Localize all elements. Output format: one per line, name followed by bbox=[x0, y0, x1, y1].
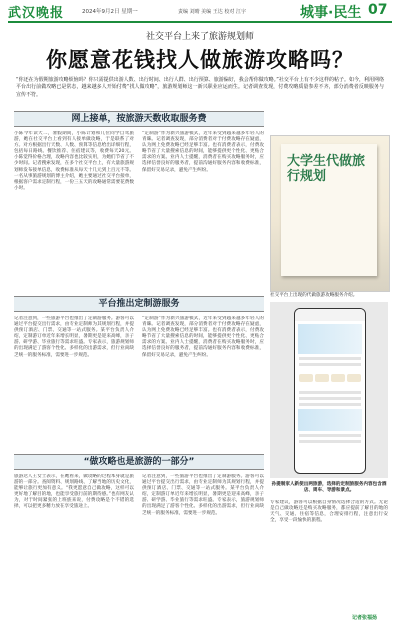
body-column-3: 记者注意到，一些旅游平台也推出了定制游服务。游客可以通过平台提交出行需求，由专业定制师为其规划行程，并提供预订酒店、门票、交通等一站式服务。某平台负责人介绍，定制游订单近年来增长明显，暑期更是迎来高峰，亲子游、研学游、毕业旅行等需求旺盛。专家表示，旅游规划师的出现满足了游客个性化、多样化的出游需求，但行业尚缺乏统一的服务标准，需要进一步规范。 bbox=[14, 316, 134, 358]
phone-chip bbox=[347, 374, 361, 382]
article-headline: 你愿意花钱找人做旅游攻略吗？ bbox=[46, 47, 354, 72]
masthead-rule bbox=[8, 21, 392, 23]
phone-text-line bbox=[299, 397, 361, 400]
phone-text-line bbox=[299, 434, 361, 437]
page-number: 07 bbox=[368, 2, 388, 18]
body-column-2: “定制游”作为新兴旅游模式，近年来受到越来越多年轻人的青睐。记者调查发现，部分消费者对于付费攻略存在疑虑，认为网上免费攻略已经足够丰富。也有消费者表示，付费攻略节省了大量搜索信息的时间，能够提供更个性化、更贴合需求的方案。业内人士提醒，消费者在购买攻略服务时，应选择信誉良好的服务者，提前沟通好服务内容和收费标准，保留好交易记录，避免产生纠纷。 bbox=[142, 131, 264, 173]
subhead-part-of-travel: “做攻略也是旅游的一部分” bbox=[14, 454, 264, 470]
phone-text-line bbox=[299, 440, 361, 443]
phone-banner bbox=[298, 324, 362, 354]
phone-caption: 孙提制家人新使出两旅游，选择的定制旅服务内容包含酒店、周车、导游和景点。 bbox=[271, 482, 387, 493]
body-column-5: 专家建议，游客可以根据自身情况选择合适的方式。无论是自己做攻略还是购买攻略服务，都应提前了解目的地的天气、交通、住宿等信息，合理安排行程，注意出行安全，享受一段愉快的旅程。 bbox=[270, 500, 388, 524]
body-column-1: 小陈今年读大二，暑假期间，小陈计划和几位同学自驾旅游，她在社交平台上看到有人接单做攻略，于是联系了对方。对方根据出行天数、人数、预算等信息给出详细行程，包括每日路线、餐饮推荐、住宿建议等，收费每天20元。小陈觉得价格合理，攻略内容也比较实用，为她们节省了不少时间。记者搜索发现，在多个社交平台上，有大量旅游规划师发布接单信息，收费标准从每天十几元到上百元不等。一名从事旅游规划的博主介绍，她主要通过社交平台接单，根据客户需求定制行程，一份三五天的攻略通常需要花费数小时。 bbox=[14, 131, 134, 191]
phone-text-line bbox=[299, 403, 361, 406]
book-cover bbox=[281, 144, 377, 276]
paper-name: 武汉晚报 bbox=[8, 6, 65, 21]
phone-image-block bbox=[298, 409, 362, 431]
article-lead: “你还在为假期旅游攻略烦恼吗？你只需提供出游人数、出行时间、出行人群、出行预算、旅游偏好，我会帮你做攻略。”社交平台上有不少这样的帖子。如今，利用网络平台出行前做攻略已是常态，越来越多人开始付费“找人做攻略”，旅游规划师这一新兴职业应运而生。记者调查发现，付费攻略质量参差不齐，部分消费者反映服务与宣传不符。 bbox=[16, 77, 384, 98]
phone-chip bbox=[331, 374, 345, 382]
subhead-online-orders: 网上接单，按旅游天数收取服务费 bbox=[14, 111, 264, 127]
book-cover-title: 大学生代做旅行规划 bbox=[287, 154, 366, 184]
phone-frame bbox=[294, 308, 366, 474]
phone-status-bar bbox=[295, 309, 365, 321]
article-kicker: 社交平台上来了旅游规划师 bbox=[145, 32, 254, 42]
phone-text-line bbox=[299, 391, 361, 394]
phone-chip bbox=[315, 374, 329, 382]
book-photo bbox=[270, 135, 390, 292]
phone-chip-row bbox=[295, 369, 365, 388]
section-name: 城事·民生 bbox=[300, 5, 362, 21]
photo-caption: 社交平台上出现的代做旅游攻略服务介绍。 bbox=[270, 293, 358, 298]
body-column-4b: 记者注意到，一些旅游平台也推出了定制游服务。游客可以通过平台提交出行需求，由专业定制师为其规划行程，并提供预订酒店、门票、交通等一站式服务。某平台负责人介绍，定制游订单近年来增长明显，暑期更是迎来高峰，亲子游、研学游、毕业旅行等需求旺盛。专家表示，旅游规划师的出现满足了游客个性化、多样化的出游需求，但行业尚缺乏统一的服务标准，需要进一步规范。 bbox=[142, 474, 264, 516]
issue-date: 2024年9月2日 星期一 bbox=[82, 9, 138, 15]
reporter-signoff: 记者张福扬 bbox=[352, 615, 378, 621]
phone-text-line bbox=[299, 357, 361, 360]
masthead bbox=[0, 0, 400, 22]
body-column-4: 旅游达人王女士表示，在她看来，做攻略的过程本身就是旅游的一部分。查阅资料、规划路线、了解当地的历史文化，能够让旅行更加有意义。“我更愿意自己做攻略，这样可以更好地了解目的地，也能享受旅行前的期待感。”也有网友认为，对于时间紧张的上班族来说，付费攻略是个不错的选择，可以把更多精力放在享受旅途上。 bbox=[14, 474, 134, 510]
phone-screenshot-photo bbox=[270, 302, 388, 478]
phone-chip bbox=[299, 374, 313, 382]
subhead-custom-tour: 平台推出定制游服务 bbox=[14, 296, 264, 312]
phone-text-line bbox=[299, 363, 361, 366]
editor-credits: 责编 刘晴 美编 王达 校对 江宇 bbox=[178, 9, 246, 15]
body-column-3b: “定制游”作为新兴旅游模式，近年来受到越来越多年轻人的青睐。记者调查发现，部分消费者对于付费攻略存在疑虑，认为网上免费攻略已经足够丰富。也有消费者表示，付费攻略节省了大量搜索信息的时间，能够提供更个性化、更贴合需求的方案。业内人士提醒，消费者在购买攻略服务时，应选择信誉良好的服务者，提前沟通好服务内容和收费标准，保留好交易记录，避免产生纠纷。 bbox=[142, 316, 264, 358]
